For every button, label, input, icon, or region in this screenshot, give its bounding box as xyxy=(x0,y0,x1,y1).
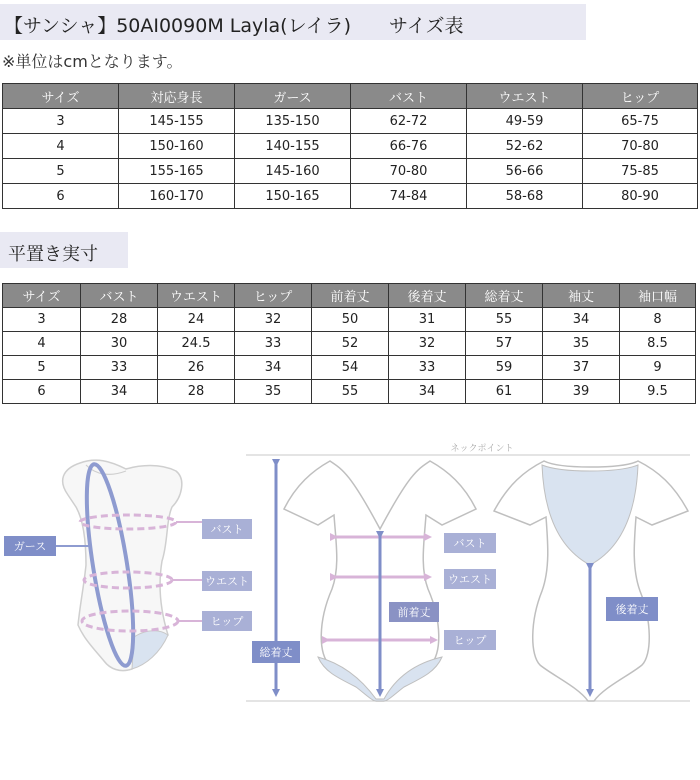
label-waist-text: ウエスト xyxy=(205,575,249,588)
table-cell: 155-165 xyxy=(119,159,235,184)
label-total-length-text: 総着丈 xyxy=(259,646,293,659)
table-cell: 3 xyxy=(3,109,119,134)
table-cell: 34 xyxy=(235,356,312,380)
table-cell: 65-75 xyxy=(583,109,698,134)
size-table-header: ガース xyxy=(235,84,351,109)
label-front-waist xyxy=(444,569,496,589)
table-row xyxy=(3,308,696,332)
table-cell: 52-62 xyxy=(467,134,583,159)
table-cell: 35 xyxy=(543,332,620,356)
table-cell: 49-59 xyxy=(467,109,583,134)
measurement-diagram xyxy=(0,425,700,725)
label-total-length xyxy=(252,641,300,663)
section-title: 平置き実寸 xyxy=(8,244,98,265)
table-cell: 140-155 xyxy=(235,134,351,159)
size-table-header: 対応身長 xyxy=(119,84,235,109)
table-cell: 4 xyxy=(3,332,81,356)
label-front-length-text: 前着丈 xyxy=(397,606,431,619)
table-cell: 5 xyxy=(3,356,81,380)
flat-table-header: ウエスト xyxy=(158,284,235,308)
table-cell: 160-170 xyxy=(119,184,235,209)
flat-table-header: 後着丈 xyxy=(389,284,466,308)
table-cell: 80-90 xyxy=(583,184,698,209)
table-cell: 56-66 xyxy=(467,159,583,184)
label-bust-text: バスト xyxy=(210,523,244,536)
label-waist xyxy=(202,571,252,591)
label-front-hip xyxy=(444,630,496,650)
table-row xyxy=(3,159,698,184)
flat-table-header: ヒップ xyxy=(235,284,312,308)
size-table-header: ヒップ xyxy=(583,84,698,109)
table-cell: 59 xyxy=(466,356,543,380)
table-cell: 58-68 xyxy=(467,184,583,209)
page-title: 【サンシャ】50AI0090M Layla(レイラ) サイズ表 xyxy=(4,15,464,37)
table-cell: 26 xyxy=(158,356,235,380)
back-garment xyxy=(494,461,688,701)
table-cell: 66-76 xyxy=(351,134,467,159)
table-cell: 145-160 xyxy=(235,159,351,184)
table-cell: 6 xyxy=(3,380,81,404)
table-row xyxy=(3,134,698,159)
table-cell: 24.5 xyxy=(158,332,235,356)
table-cell: 32 xyxy=(235,308,312,332)
title-band xyxy=(0,4,586,40)
flat-table-header: 袖丈 xyxy=(543,284,620,308)
table-cell: 9 xyxy=(620,356,696,380)
flat-table-header: サイズ xyxy=(3,284,81,308)
label-girth xyxy=(4,536,56,556)
label-girth-text: ガース xyxy=(13,540,47,553)
label-front-waist-text: ウエスト xyxy=(448,573,492,586)
table-cell: 55 xyxy=(466,308,543,332)
table-cell: 4 xyxy=(3,134,119,159)
table-cell: 150-160 xyxy=(119,134,235,159)
table-cell: 35 xyxy=(235,380,312,404)
label-front-bust-text: バスト xyxy=(453,537,487,550)
flat-size-table xyxy=(2,283,696,404)
table-cell: 32 xyxy=(389,332,466,356)
table-cell: 50 xyxy=(312,308,389,332)
label-front-hip-text: ヒップ xyxy=(453,634,487,647)
table-cell: 28 xyxy=(158,380,235,404)
table-cell: 34 xyxy=(389,380,466,404)
table-cell: 39 xyxy=(543,380,620,404)
flat-table-header: 袖口幅 xyxy=(620,284,696,308)
table-row xyxy=(3,380,696,404)
table-row xyxy=(3,356,696,380)
size-table-header-row xyxy=(3,84,698,109)
unit-note: ※単位はcmとなります。 xyxy=(2,52,183,71)
neck-point-label: ネックポイント xyxy=(450,444,514,454)
table-cell: 150-165 xyxy=(235,184,351,209)
table-cell: 55 xyxy=(312,380,389,404)
table-cell: 54 xyxy=(312,356,389,380)
size-table-header: バスト xyxy=(351,84,467,109)
table-row xyxy=(3,184,698,209)
table-row xyxy=(3,109,698,134)
table-cell: 74-84 xyxy=(351,184,467,209)
table-row xyxy=(3,332,696,356)
table-cell: 8.5 xyxy=(620,332,696,356)
table-cell: 33 xyxy=(81,356,158,380)
label-back-length-text: 後着丈 xyxy=(615,603,649,616)
table-cell: 31 xyxy=(389,308,466,332)
label-hip xyxy=(202,611,252,631)
label-front-length xyxy=(389,602,439,622)
table-cell: 34 xyxy=(543,308,620,332)
table-cell: 30 xyxy=(81,332,158,356)
table-cell: 145-155 xyxy=(119,109,235,134)
label-front-bust xyxy=(444,533,496,553)
flat-table-header-row xyxy=(3,284,696,308)
flat-table-header: 前着丈 xyxy=(312,284,389,308)
table-cell: 62-72 xyxy=(351,109,467,134)
label-hip-text: ヒップ xyxy=(210,615,244,628)
table-cell: 28 xyxy=(81,308,158,332)
table-cell: 9.5 xyxy=(620,380,696,404)
label-bust xyxy=(202,519,252,539)
flat-table-header: バスト xyxy=(81,284,158,308)
table-cell: 75-85 xyxy=(583,159,698,184)
table-cell: 57 xyxy=(466,332,543,356)
flat-table-header: 総着丈 xyxy=(466,284,543,308)
size-table-header: ウエスト xyxy=(467,84,583,109)
size-table-header: サイズ xyxy=(3,84,119,109)
table-cell: 24 xyxy=(158,308,235,332)
table-cell: 37 xyxy=(543,356,620,380)
section-band xyxy=(0,232,128,268)
table-cell: 52 xyxy=(312,332,389,356)
table-cell: 33 xyxy=(235,332,312,356)
table-cell: 61 xyxy=(466,380,543,404)
body-3d-illustration xyxy=(56,460,202,670)
size-table xyxy=(2,83,698,209)
table-cell: 3 xyxy=(3,308,81,332)
table-cell: 135-150 xyxy=(235,109,351,134)
table-cell: 70-80 xyxy=(583,134,698,159)
table-cell: 34 xyxy=(81,380,158,404)
table-cell: 70-80 xyxy=(351,159,467,184)
label-back-length xyxy=(606,597,658,621)
table-cell: 33 xyxy=(389,356,466,380)
table-cell: 6 xyxy=(3,184,119,209)
table-cell: 8 xyxy=(620,308,696,332)
table-cell: 5 xyxy=(3,159,119,184)
